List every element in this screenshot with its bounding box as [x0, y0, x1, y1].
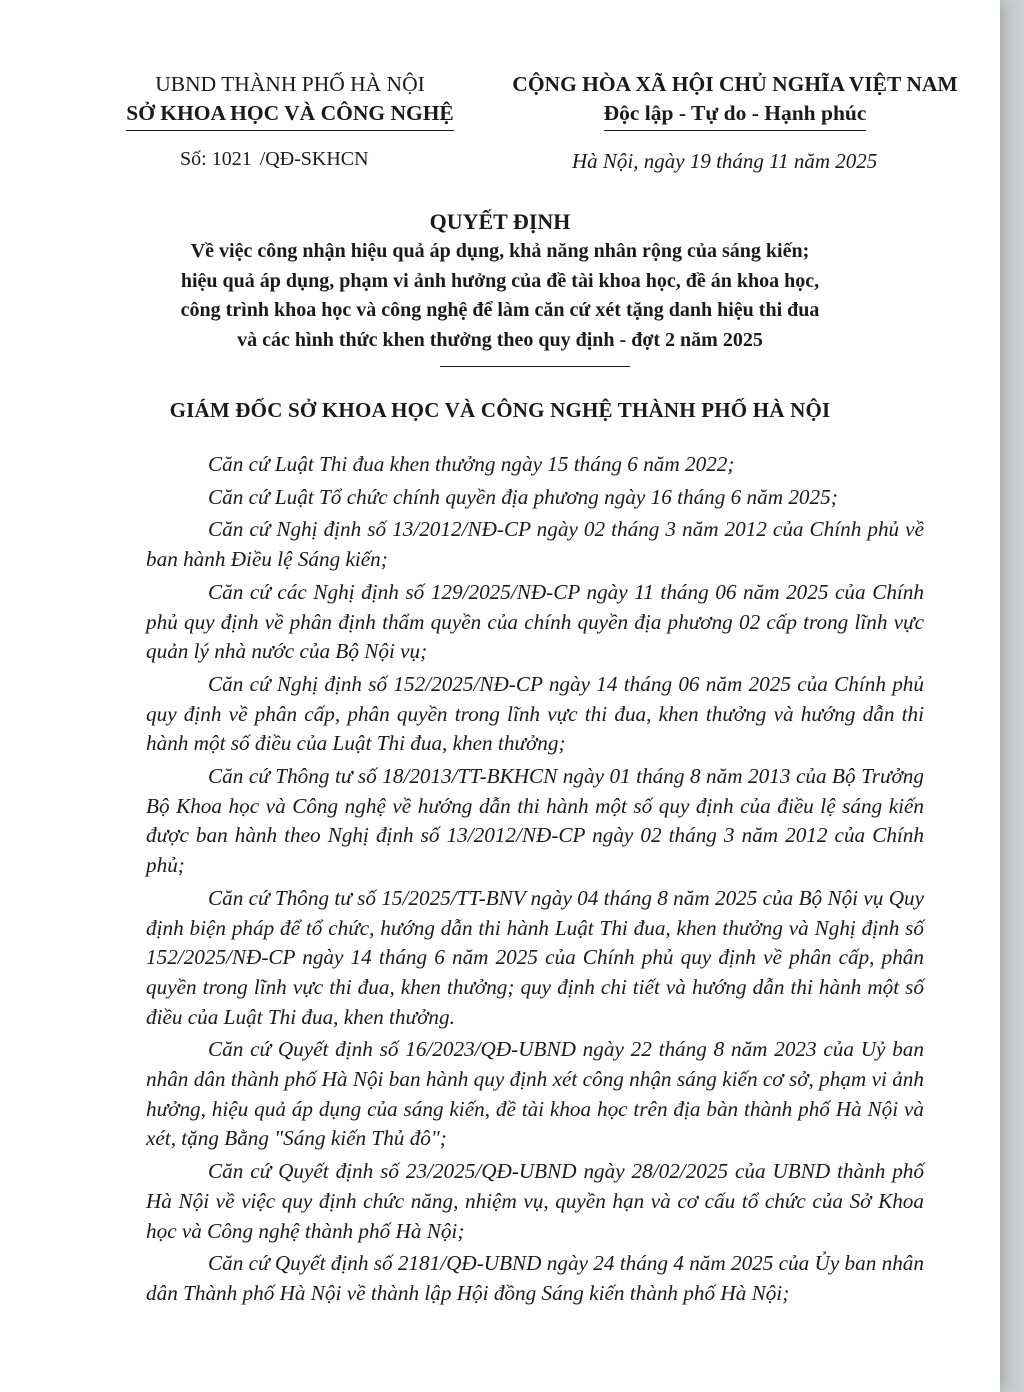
document-number-prefix: Số:: [180, 148, 207, 170]
legal-basis-paragraph: Căn cứ Thông tư số 18/2013/TT-BKHCN ngày 01 tháng 8 năm 2013 của Bộ Trưởng Bộ Khoa học và Công nghệ về hướng dẫn thi hành một số quy định của điều lệ sáng kiến được ban hành theo Nghị định số 13/2012/NĐ-CP ngày 02 tháng 3 năm 2012 của Chính phủ;: [146, 764, 924, 878]
legal-basis-paragraph: Căn cứ Luật Thi đua khen thưởng ngày 15 tháng 6 năm 2022;: [208, 452, 735, 476]
legal-basis-paragraph: Căn cứ Nghị định số 13/2012/NĐ-CP ngày 02 tháng 3 năm 2012 của Chính phủ về ban hành Điều lệ Sáng kiến;: [146, 517, 924, 572]
subtitle-line: hiệu quả áp dụng, phạm vi ảnh hưởng của đề tài khoa học, đề án khoa học,: [180, 269, 820, 292]
subtitle-line: Về việc công nhận hiệu quả áp dụng, khả năng nhân rộng của sáng kiến;: [190, 240, 810, 262]
authority-heading: GIÁM ĐỐC SỞ KHOA HỌC VÀ CÔNG NGHỆ THÀNH PHỐ HÀ NỘI: [169, 398, 831, 422]
legal-basis-paragraph: Căn cứ Quyết định số 2181/QĐ-UBND ngày 24 tháng 4 năm 2025 của Ủy ban nhân dân Thành phố Hà Nội về thành lập Hội đồng Sáng kiến thành phố Hà Nội;: [146, 1251, 924, 1305]
subtitle-line: công trình khoa học và công nghệ để làm căn cứ xét tặng danh hiệu thi đua: [180, 299, 820, 321]
legal-basis-paragraph: Căn cứ Quyết định số 23/2025/QĐ-UBND ngày 28/02/2025 của UBND thành phố Hà Nội về việc quy định chức năng, nhiệm vụ, quyền hạn và cơ cấu tổ chức của Sở Khoa học và Công nghệ thành phố Hà Nội;: [146, 1159, 924, 1243]
legal-bases: [146, 450, 924, 1312]
legal-basis-paragraph: Căn cứ Thông tư số 15/2025/TT-BNV ngày 04 tháng 8 năm 2025 của Bộ Nội vụ Quy định biện pháp để tổ chức, hướng dẫn thi hành Luật Thi đua, khen thưởng và Nghị định số 152/2025/NĐ-CP ngày 14 tháng 6 năm 2025 của Chính phủ quy định về phân cấp, phân quyền trong lĩnh vực thi đua, khen thưởng; quy định chi tiết và hướng dẫn thi hành một số điều của Luật Thi đua, khen thưởng.: [146, 885, 924, 1029]
title-divider: [440, 366, 630, 367]
legal-basis-paragraph: Căn cứ Quyết định số 16/2023/QĐ-UBND ngày 22 tháng 8 năm 2023 của Uỷ ban nhân dân thành phố Hà Nội ban hành quy định xét công nhận sáng kiến cơ sở, phạm vi ảnh hưởng, hiệu quả áp dụng của sáng kiến, đề tài khoa học trên địa bàn thành phố Hà Nội và xét, tặng Bằng "Sáng kiến Thủ đô";: [146, 1037, 924, 1151]
document-number-value: 1021: [211, 148, 252, 170]
national-motto: Độc lập - Tự do - Hạnh phúc: [604, 99, 867, 131]
issue-date: Hà Nội, ngày 19 tháng 11 năm 2025: [572, 149, 878, 173]
document-number-suffix: /QĐ-SKHCN: [259, 148, 369, 170]
document-title: QUYẾT ĐỊNH: [429, 209, 571, 234]
legal-basis-paragraph: Căn cứ Nghị định số 152/2025/NĐ-CP ngày 14 tháng 06 năm 2025 của Chính phủ quy định về phân cấp, phân quyền trong lĩnh vực thi đua, khen thưởng và hướng dẫn thi hành một số điều của Luật Thi đua, khen thưởng;: [146, 671, 924, 756]
national-motto-block: [505, 70, 965, 131]
issuing-agency: SỞ KHOA HỌC VÀ CÔNG NGHỆ: [126, 99, 454, 131]
document-number: [180, 148, 369, 171]
legal-basis-paragraph: Căn cứ Luật Tổ chức chính quyền địa phương ngày 16 tháng 6 năm 2025;: [208, 484, 838, 509]
title-block: [0, 207, 1000, 355]
subtitle-line: và các hình thức khen thưởng theo quy định - đợt 2 năm 2025: [237, 328, 763, 351]
national-title: CỘNG HÒA XÃ HỘI CHỦ NGHĨA VIỆT NAM: [512, 72, 958, 96]
issuing-agency-block: [100, 70, 480, 131]
legal-basis-paragraph: Căn cứ các Nghị định số 129/2025/NĐ-CP ngày 11 tháng 06 năm 2025 của Chính phủ quy định về phân định thẩm quyền của chính quyền địa phương 02 cấp trong lĩnh vực quản lý nhà nước của Bộ Nội vụ;: [146, 579, 924, 664]
parent-agency: UBND THÀNH PHỐ HÀ NỘI: [155, 72, 425, 96]
